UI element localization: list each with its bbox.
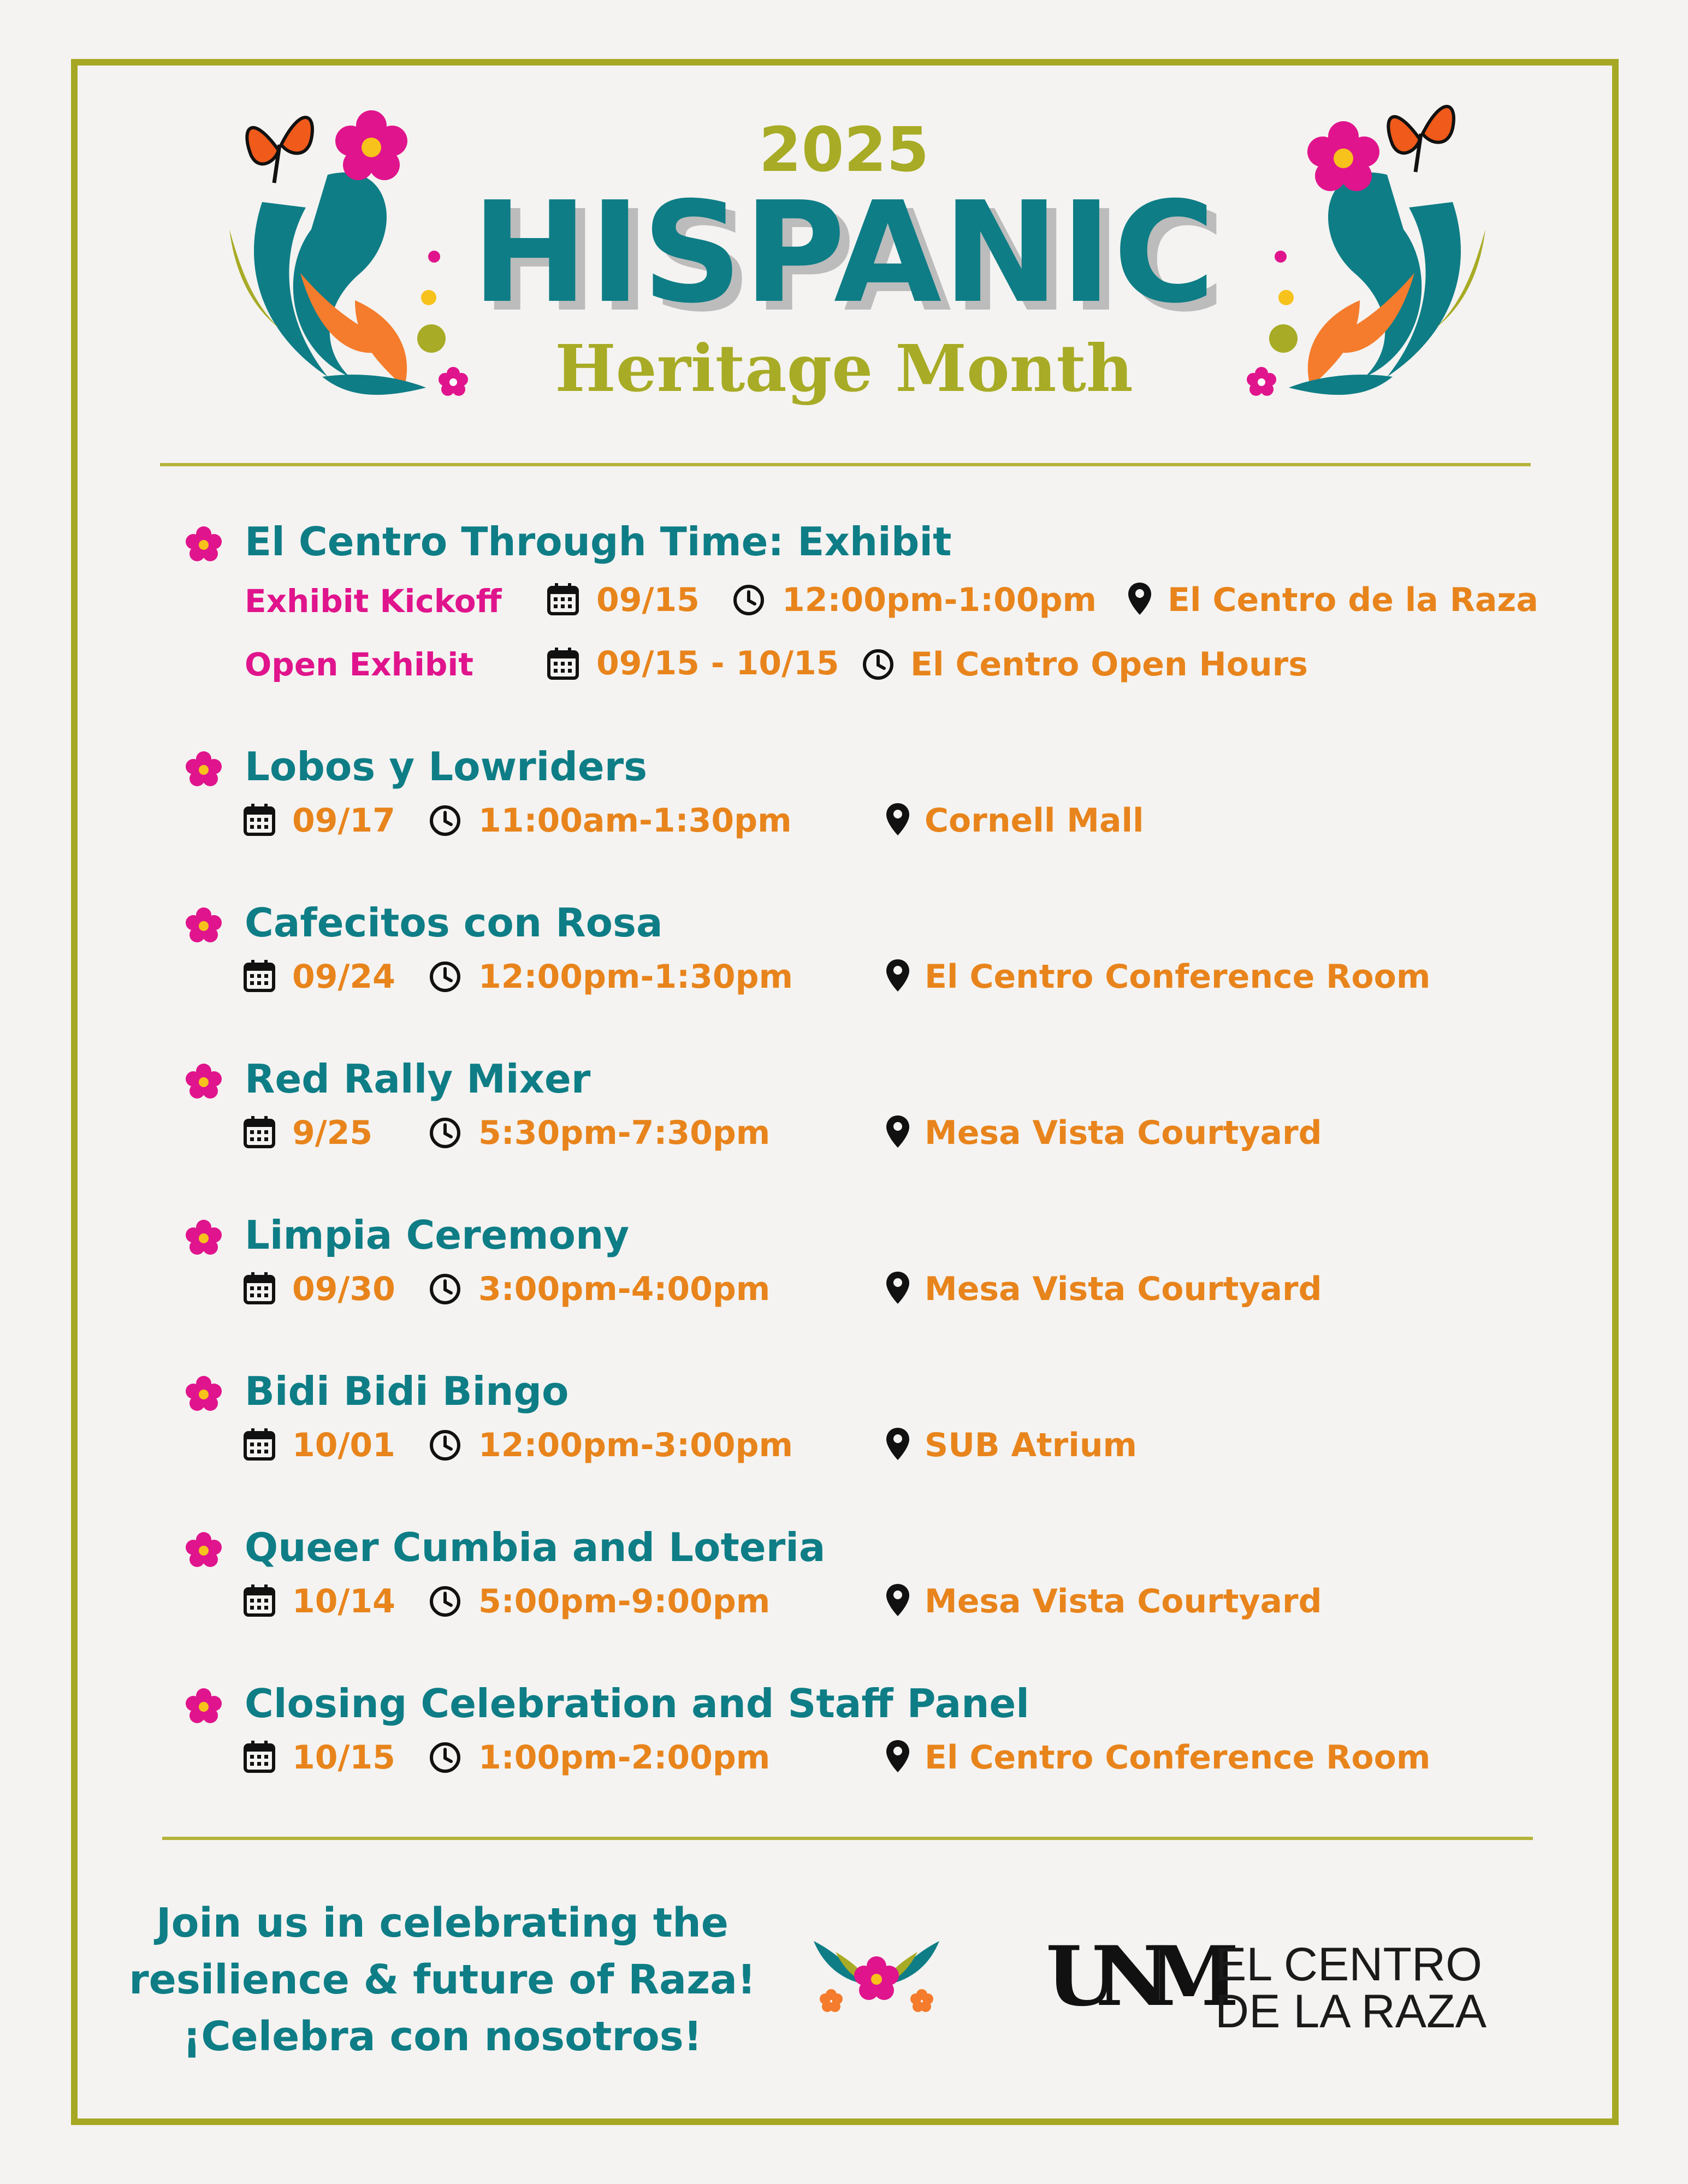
exhibit-kickoff-location: El Centro de la Raza — [1168, 581, 1538, 619]
open-exhibit-time: El Centro Open Hours — [910, 645, 1308, 684]
map-pin-icon — [885, 1738, 911, 1777]
flower-icon — [182, 1060, 226, 1106]
footer-line-1: Join us in celebrating the — [156, 1900, 728, 1946]
event-5-location: SUB Atrium — [925, 1426, 1138, 1464]
org-name — [1215, 1938, 1487, 2038]
flower-icon — [182, 523, 226, 567]
event-1-time: 11:00am-1:30pm — [478, 802, 792, 840]
header-title: HISPANIC — [471, 172, 1217, 334]
open-exhibit-label: Open Exhibit — [245, 646, 473, 683]
calendar-icon — [242, 1740, 276, 1776]
calendar-icon — [546, 582, 580, 616]
flower-icon — [182, 1685, 226, 1731]
map-pin-icon — [885, 802, 911, 840]
header-subtitle: Heritage Month — [555, 330, 1133, 406]
clock-icon — [428, 1428, 462, 1464]
event-6-location: Mesa Vista Courtyard — [925, 1582, 1322, 1621]
footer-line-3: ¡Celebra con nosotros! — [182, 2013, 702, 2060]
event-7-time: 1:00pm-2:00pm — [478, 1738, 771, 1777]
butterfly-icon — [235, 101, 322, 194]
event-2-date: 09/24 — [292, 958, 395, 996]
event-3-location: Mesa Vista Courtyard — [925, 1114, 1322, 1152]
org-name-line-2: DE LA RAZA — [1215, 1985, 1487, 2038]
footer-divider — [162, 1837, 1533, 1840]
calendar-icon — [242, 1427, 276, 1463]
event-6-time: 5:00pm-9:00pm — [478, 1582, 771, 1621]
footer-line-2: resilience & future of Raza! — [129, 1956, 756, 2003]
clock-icon — [428, 1741, 462, 1777]
calendar-icon — [242, 1271, 276, 1307]
event-2-location: El Centro Conference Room — [925, 958, 1431, 996]
exhibit-kickoff-label: Exhibit Kickoff — [245, 583, 502, 620]
exhibit-kickoff-date: 09/15 — [596, 581, 700, 619]
event-4-title: Limpia Ceremony — [245, 1212, 630, 1258]
clock-icon — [428, 1584, 462, 1621]
clock-icon — [861, 648, 895, 681]
map-pin-icon — [885, 958, 911, 996]
open-exhibit-date: 09/15 - 10/15 — [596, 644, 839, 682]
calendar-icon — [242, 1583, 276, 1619]
map-pin-icon — [885, 1426, 911, 1464]
event-5-title: Bidi Bidi Bingo — [245, 1368, 569, 1414]
floral-accent-icon — [808, 1930, 945, 2017]
unm-logo: UNM — [1046, 1928, 1217, 2025]
calendar-icon — [242, 1115, 276, 1151]
event-3-title: Red Rally Mixer — [245, 1056, 591, 1102]
event-5-date: 10/01 — [292, 1426, 395, 1464]
calendar-icon — [242, 959, 276, 995]
event-1-title: Lobos y Lowriders — [245, 744, 648, 790]
event-1-location: Cornell Mall — [925, 802, 1144, 840]
header-year: 2025 — [759, 115, 929, 186]
clock-icon — [428, 804, 462, 840]
clock-icon — [732, 583, 766, 617]
flower-icon — [182, 1373, 226, 1419]
org-name-line-1: EL CENTRO — [1215, 1938, 1482, 1991]
event-7-date: 10/15 — [292, 1738, 395, 1777]
exhibit-kickoff-time: 12:00pm-1:00pm — [782, 581, 1097, 619]
map-pin-icon — [885, 1270, 911, 1308]
clock-icon — [428, 1272, 462, 1308]
event-6-date: 10/14 — [292, 1582, 395, 1621]
event-4-time: 3:00pm-4:00pm — [478, 1270, 771, 1308]
event-3-time: 5:30pm-7:30pm — [478, 1114, 771, 1152]
event-5-time: 12:00pm-3:00pm — [478, 1426, 793, 1464]
flower-icon — [182, 1529, 226, 1575]
header-divider — [160, 463, 1531, 466]
map-pin-icon — [885, 1114, 911, 1152]
event-6-title: Queer Cumbia and Loteria — [245, 1524, 826, 1570]
clock-icon — [428, 960, 462, 996]
flower-icon — [182, 904, 226, 950]
calendar-icon — [546, 646, 580, 680]
clock-icon — [428, 1116, 462, 1152]
event-title-exhibit: El Centro Through Time: Exhibit — [245, 519, 952, 565]
map-pin-icon — [1127, 581, 1153, 617]
event-2-title: Cafecitos con Rosa — [245, 900, 663, 946]
calendar-icon — [242, 803, 276, 839]
event-2-time: 12:00pm-1:30pm — [478, 958, 793, 996]
map-pin-icon — [885, 1582, 911, 1621]
event-4-date: 09/30 — [292, 1270, 395, 1308]
event-7-location: El Centro Conference Room — [925, 1738, 1431, 1777]
event-4-location: Mesa Vista Courtyard — [925, 1270, 1322, 1308]
event-1-date: 09/17 — [292, 802, 395, 840]
flower-icon — [182, 748, 226, 794]
flower-icon — [182, 1216, 226, 1262]
event-7-title: Closing Celebration and Staff Panel — [245, 1681, 1029, 1726]
event-3-date: 9/25 — [292, 1114, 373, 1152]
footer-message — [126, 1895, 759, 2065]
butterfly-icon — [1376, 90, 1464, 183]
